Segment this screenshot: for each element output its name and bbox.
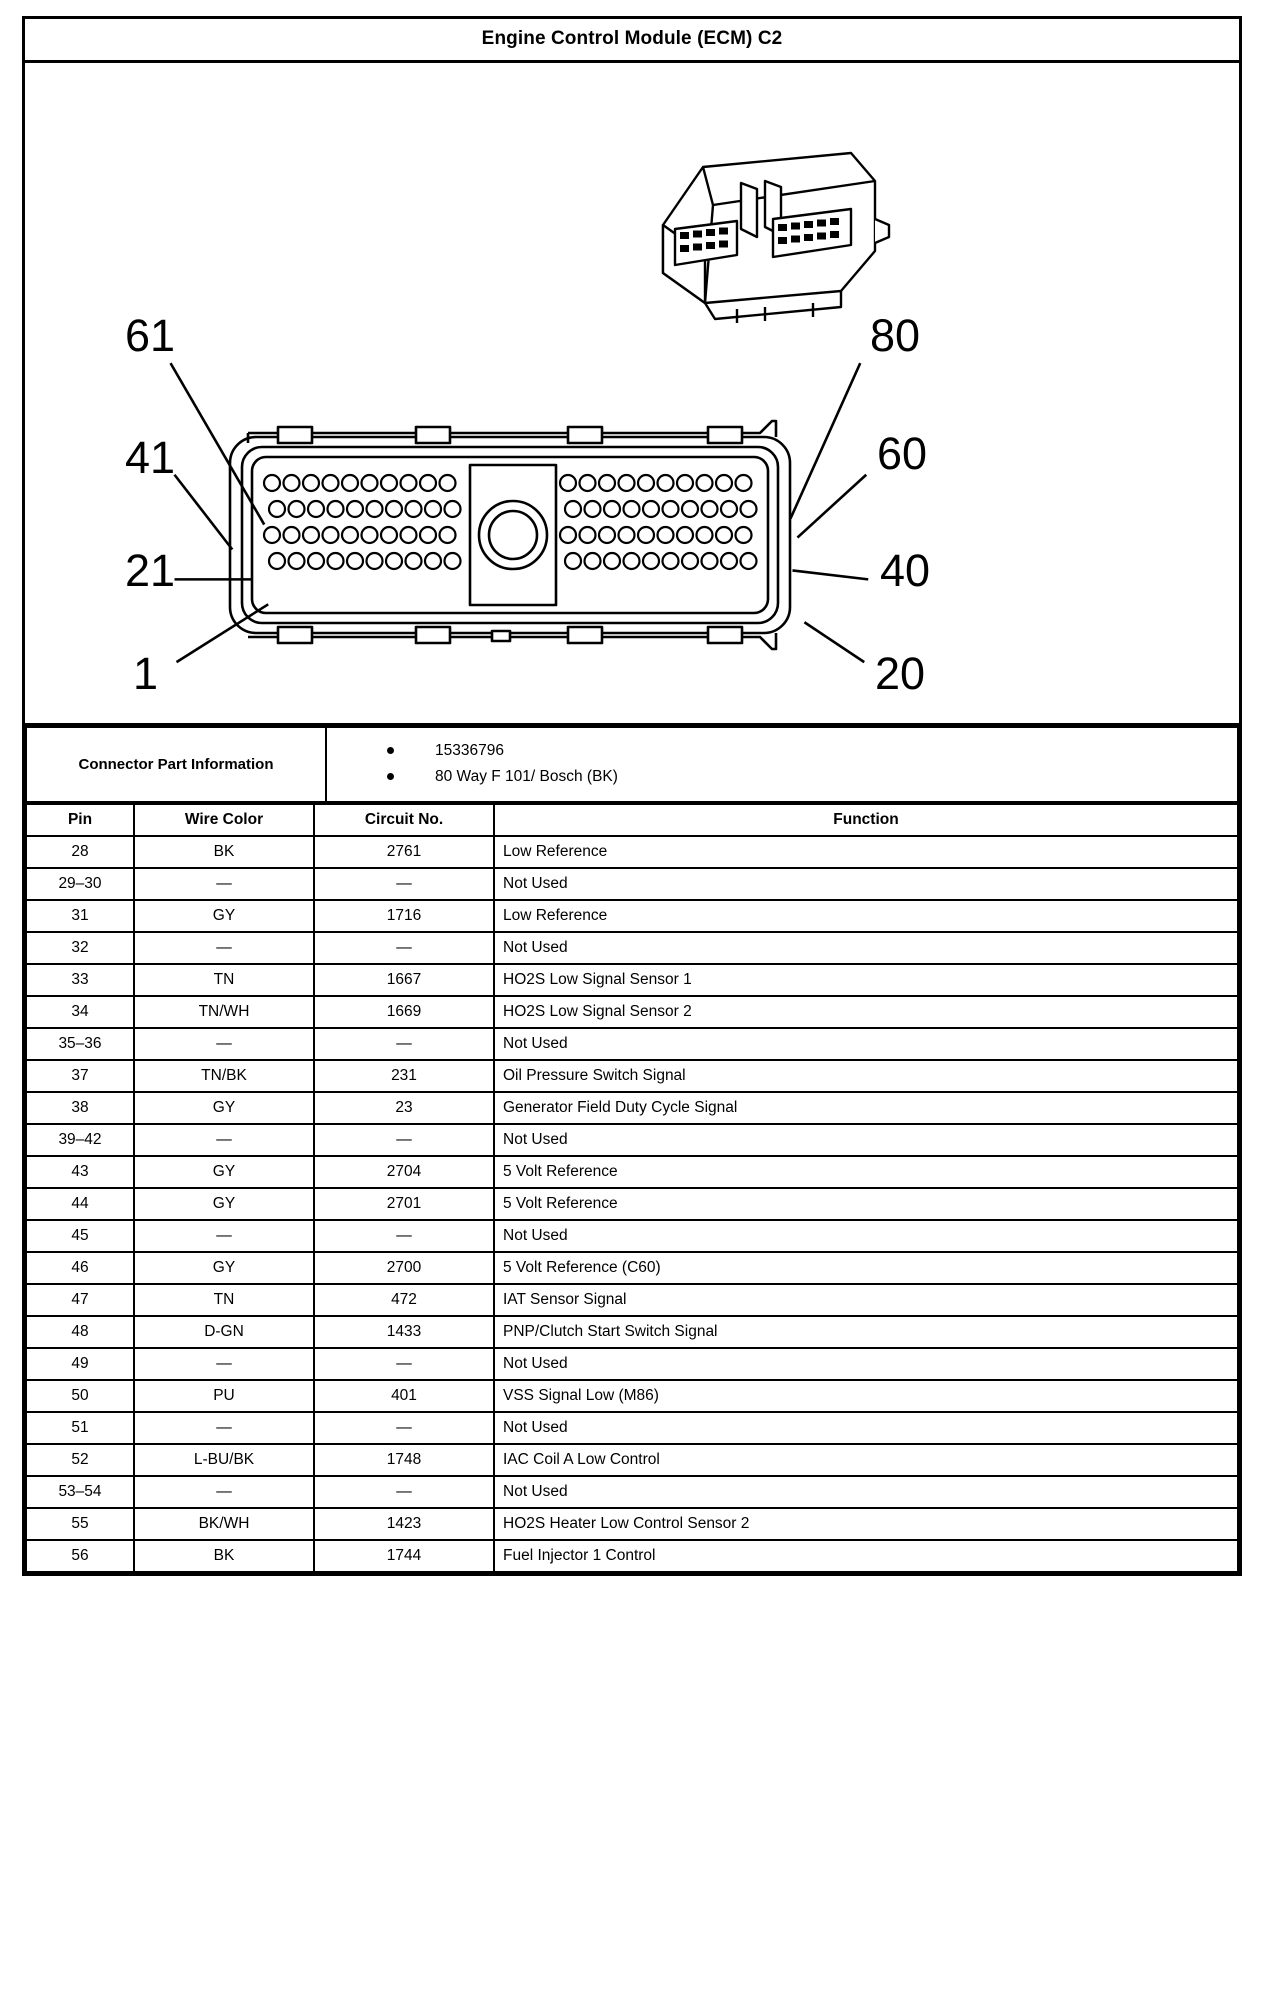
table-row <box>26 836 1238 868</box>
wire-color-cell: — <box>134 1348 314 1380</box>
circuit-no-cell: 2701 <box>314 1188 494 1220</box>
table-row <box>26 1060 1238 1092</box>
column-header-pin: Pin <box>26 804 134 836</box>
function-cell: Not Used <box>494 1476 1238 1508</box>
pin-cell: 39–42 <box>26 1124 134 1156</box>
pin-cell: 43 <box>26 1156 134 1188</box>
function-cell: IAC Coil A Low Control <box>494 1444 1238 1476</box>
wire-color-cell: — <box>134 1220 314 1252</box>
list-item: 80 Way F 101/ Bosch (BK) <box>387 764 1237 790</box>
table-row <box>26 727 1238 802</box>
circuit-no-cell: — <box>314 932 494 964</box>
connector-part-information-table <box>25 726 1239 803</box>
column-header-circuit: Circuit No. <box>314 804 494 836</box>
table-row <box>26 1316 1238 1348</box>
pin-cell: 53–54 <box>26 1476 134 1508</box>
function-cell: Low Reference <box>494 836 1238 868</box>
pin-cell: 51 <box>26 1412 134 1444</box>
function-cell: Not Used <box>494 1220 1238 1252</box>
circuit-no-cell: — <box>314 868 494 900</box>
column-header-function: Function <box>494 804 1238 836</box>
circuit-no-cell: — <box>314 1220 494 1252</box>
wire-color-cell: — <box>134 932 314 964</box>
wire-color-cell: — <box>134 868 314 900</box>
circuit-no-cell: 1423 <box>314 1508 494 1540</box>
wire-color-cell: TN/BK <box>134 1060 314 1092</box>
function-cell: Not Used <box>494 1124 1238 1156</box>
pin-cell: 52 <box>26 1444 134 1476</box>
pin-assignment-table <box>25 803 1239 1573</box>
circuit-no-cell: — <box>314 1348 494 1380</box>
table-row <box>26 900 1238 932</box>
wire-color-cell: GY <box>134 1156 314 1188</box>
wire-color-cell: D-GN <box>134 1316 314 1348</box>
circuit-no-cell: — <box>314 1124 494 1156</box>
wire-color-cell: BK <box>134 1540 314 1572</box>
table-row <box>26 1188 1238 1220</box>
table-row <box>26 1444 1238 1476</box>
circuit-no-cell: 1744 <box>314 1540 494 1572</box>
callout-60: 60 <box>877 428 928 479</box>
circuit-no-cell: — <box>314 1412 494 1444</box>
function-cell: Not Used <box>494 868 1238 900</box>
callout-20: 20 <box>875 648 926 699</box>
pin-cell: 31 <box>26 900 134 932</box>
function-cell: HO2S Heater Low Control Sensor 2 <box>494 1508 1238 1540</box>
pin-cell: 34 <box>26 996 134 1028</box>
connector-diagram <box>25 63 1239 726</box>
function-cell: PNP/Clutch Start Switch Signal <box>494 1316 1238 1348</box>
function-cell: IAT Sensor Signal <box>494 1284 1238 1316</box>
table-row <box>26 868 1238 900</box>
callout-1: 1 <box>133 648 159 699</box>
function-cell: 5 Volt Reference <box>494 1156 1238 1188</box>
pin-cell: 28 <box>26 836 134 868</box>
table-header-row <box>26 804 1238 836</box>
pin-cell: 29–30 <box>26 868 134 900</box>
callout-80: 80 <box>870 310 921 361</box>
pin-cell: 37 <box>26 1060 134 1092</box>
wire-color-cell: GY <box>134 1092 314 1124</box>
wire-color-cell: L-BU/BK <box>134 1444 314 1476</box>
callout-21: 21 <box>125 545 176 596</box>
function-cell: Low Reference <box>494 900 1238 932</box>
pin-cell: 55 <box>26 1508 134 1540</box>
wire-color-cell: GY <box>134 900 314 932</box>
wire-color-cell: TN/WH <box>134 996 314 1028</box>
wire-color-cell: — <box>134 1476 314 1508</box>
circuit-no-cell: 23 <box>314 1092 494 1124</box>
wire-color-cell: — <box>134 1028 314 1060</box>
column-header-color: Wire Color <box>134 804 314 836</box>
function-cell: HO2S Low Signal Sensor 1 <box>494 964 1238 996</box>
circuit-no-cell: 1669 <box>314 996 494 1028</box>
circuit-no-cell: 1667 <box>314 964 494 996</box>
pin-cell: 32 <box>26 932 134 964</box>
pin-cell: 50 <box>26 1380 134 1412</box>
pin-cell: 48 <box>26 1316 134 1348</box>
connector-part-information-values <box>326 727 1238 802</box>
page-title: Engine Control Module (ECM) C2 <box>25 19 1239 63</box>
function-cell: Generator Field Duty Cycle Signal <box>494 1092 1238 1124</box>
function-cell: HO2S Low Signal Sensor 2 <box>494 996 1238 1028</box>
table-row <box>26 1412 1238 1444</box>
circuit-no-cell: 2761 <box>314 836 494 868</box>
table-row <box>26 1092 1238 1124</box>
wire-color-cell: — <box>134 1124 314 1156</box>
list-item: 15336796 <box>387 738 1237 764</box>
circuit-no-cell: 2704 <box>314 1156 494 1188</box>
circuit-no-cell: 472 <box>314 1284 494 1316</box>
wire-color-cell: TN <box>134 964 314 996</box>
table-row <box>26 1156 1238 1188</box>
function-cell: Oil Pressure Switch Signal <box>494 1060 1238 1092</box>
table-row <box>26 1540 1238 1572</box>
circuit-no-cell: 1716 <box>314 900 494 932</box>
document-frame <box>22 16 1242 1576</box>
table-row <box>26 932 1238 964</box>
function-cell: 5 Volt Reference (C60) <box>494 1252 1238 1284</box>
table-row <box>26 1284 1238 1316</box>
callout-41: 41 <box>125 432 176 483</box>
table-row <box>26 1124 1238 1156</box>
callout-leader-lines <box>25 63 1239 723</box>
circuit-no-cell: 1748 <box>314 1444 494 1476</box>
table-row <box>26 996 1238 1028</box>
wire-color-cell: GY <box>134 1252 314 1284</box>
function-cell: 5 Volt Reference <box>494 1188 1238 1220</box>
table-row <box>26 1220 1238 1252</box>
function-cell: Not Used <box>494 1348 1238 1380</box>
table-row <box>26 1348 1238 1380</box>
circuit-no-cell: 2700 <box>314 1252 494 1284</box>
table-row <box>26 1380 1238 1412</box>
callout-61: 61 <box>125 310 176 361</box>
function-cell: Not Used <box>494 932 1238 964</box>
pin-cell: 46 <box>26 1252 134 1284</box>
pin-cell: 49 <box>26 1348 134 1380</box>
circuit-no-cell: 231 <box>314 1060 494 1092</box>
table-row <box>26 1508 1238 1540</box>
wire-color-cell: BK/WH <box>134 1508 314 1540</box>
connector-part-information-label: Connector Part Information <box>26 727 326 802</box>
pin-cell: 35–36 <box>26 1028 134 1060</box>
wire-color-cell: — <box>134 1412 314 1444</box>
pin-cell: 44 <box>26 1188 134 1220</box>
pin-cell: 56 <box>26 1540 134 1572</box>
function-cell: Fuel Injector 1 Control <box>494 1540 1238 1572</box>
wire-color-cell: BK <box>134 836 314 868</box>
function-cell: Not Used <box>494 1412 1238 1444</box>
callout-40: 40 <box>880 545 931 596</box>
circuit-no-cell: 1433 <box>314 1316 494 1348</box>
circuit-no-cell: — <box>314 1028 494 1060</box>
pin-cell: 45 <box>26 1220 134 1252</box>
wire-color-cell: PU <box>134 1380 314 1412</box>
table-row <box>26 1476 1238 1508</box>
wire-color-cell: GY <box>134 1188 314 1220</box>
table-row <box>26 1028 1238 1060</box>
function-cell: Not Used <box>494 1028 1238 1060</box>
table-row <box>26 1252 1238 1284</box>
pin-cell: 47 <box>26 1284 134 1316</box>
table-row <box>26 964 1238 996</box>
circuit-no-cell: — <box>314 1476 494 1508</box>
wire-color-cell: TN <box>134 1284 314 1316</box>
function-cell: VSS Signal Low (M86) <box>494 1380 1238 1412</box>
pin-table-body <box>26 836 1238 1572</box>
pin-cell: 33 <box>26 964 134 996</box>
circuit-no-cell: 401 <box>314 1380 494 1412</box>
pin-cell: 38 <box>26 1092 134 1124</box>
